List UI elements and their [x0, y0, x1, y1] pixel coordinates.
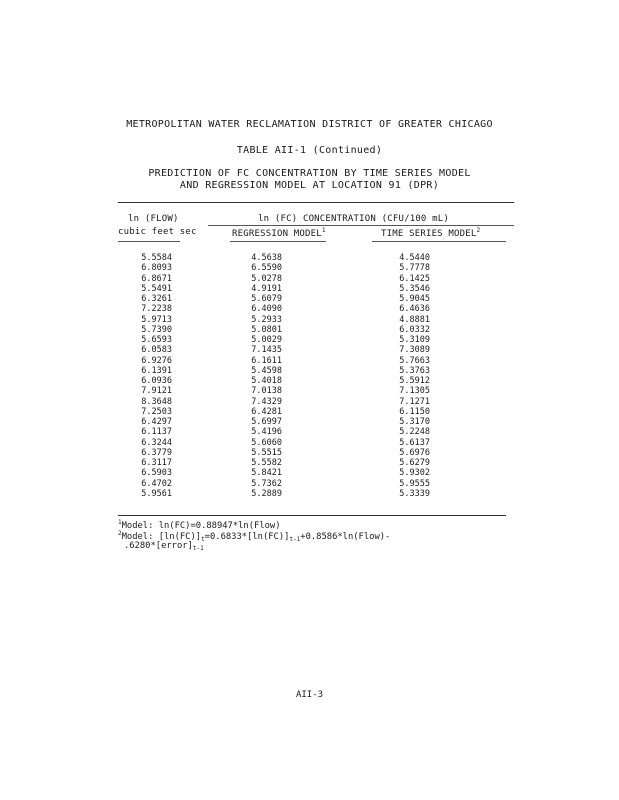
ln-flow-header: ln (FLOW)	[128, 214, 179, 224]
col1-underline	[118, 241, 180, 242]
time-series-model-cell: 5.7778	[399, 263, 430, 274]
ln-flow-cell: 7.2238	[141, 304, 172, 315]
time-series-model-cell: 5.3109	[399, 335, 430, 345]
ln-flow-cell: 6.8093	[141, 263, 172, 274]
time-series-model-cell: 7.3089	[399, 345, 430, 356]
table-title: TABLE AII-1 (Continued)	[236, 145, 383, 156]
regression-model-header: REGRESSION MODEL$^1$	[232, 227, 326, 239]
regression-model-cell: 5.5515	[251, 447, 282, 458]
ln-flow-cell: 6.3261	[141, 294, 172, 304]
regression-model-cell: 6.4281	[251, 406, 282, 417]
time-series-model-cell: 6.1425	[399, 273, 430, 284]
ln-flow-cell: 6.1137	[141, 427, 172, 438]
regression-model-cell: 5.6079	[251, 294, 282, 304]
ln-flow-cell: 6.3244	[141, 437, 172, 448]
flow-units-header: cubic feet sec	[118, 227, 197, 237]
table-caption-line-1: PREDICTION OF FC CONCENTRATION BY TIME SERIES MODEL	[148, 168, 471, 179]
col2-underline	[230, 241, 326, 242]
col3-underline	[372, 241, 506, 242]
time-series-model-cell: 4.5440	[399, 253, 430, 263]
time-series-model-cell: 5.6976	[399, 447, 430, 458]
ln-flow-cell: 5.6593	[141, 335, 172, 345]
time-series-model-cell: 5.6137	[399, 437, 430, 448]
regression-model-cell: 5.6060	[251, 437, 282, 448]
time-series-model-cell: 5.9302	[399, 468, 430, 479]
time-series-model-cell: 5.3546	[399, 283, 430, 294]
time-series-model-cell: 6.0332	[399, 324, 430, 335]
footnote-2: $^2$Model: $[\ln(FC)]_t=0.6833*[\ln(FC)]_{t-1}+0.8586*\ln(Flow)-$	[118, 530, 391, 543]
regression-model-cell: 5.0801	[251, 324, 282, 335]
time-series-model-cell: 7.1271	[399, 396, 430, 407]
regression-model-cell: 6.1611	[251, 355, 282, 366]
regression-model-cell: 5.8421	[251, 468, 282, 479]
ln-flow-cell: 6.3779	[141, 447, 172, 458]
regression-model-cell: 4.9191	[251, 283, 282, 294]
time-series-model-cell: 5.3763	[399, 365, 430, 376]
regression-model-cell: 5.5582	[251, 458, 282, 468]
ln-flow-cell: 5.7390	[141, 324, 172, 335]
footnote-1: $^1$Model: ln(FC)=0.88947*ln(Flow)	[118, 519, 281, 531]
regression-model-cell: 7.4329	[251, 396, 282, 407]
ln-flow-cell: 6.0936	[141, 376, 172, 386]
table-caption-line-2: AND REGRESSION MODEL AT LOCATION 91 (DPR)	[179, 180, 440, 191]
regression-model-cell: 5.0278	[251, 273, 282, 284]
table-bottom-rule	[118, 515, 506, 516]
time-series-model-cell: 7.1305	[399, 386, 430, 397]
time-series-model-column	[370, 253, 430, 499]
time-series-model-cell: 5.2248	[399, 427, 430, 438]
ln-flow-cell: 6.9276	[141, 355, 172, 366]
organization-title: METROPOLITAN WATER RECLAMATION DISTRICT OF GREATER CHICAGO	[126, 119, 493, 130]
time-series-model-cell: 5.3170	[399, 417, 430, 427]
time-series-model-cell: 5.7663	[399, 355, 430, 366]
time-series-model-cell: 5.9045	[399, 294, 430, 304]
ln-flow-cell: 5.9561	[141, 488, 172, 499]
regression-model-cell: 7.1435	[251, 345, 282, 356]
regression-model-cell: 5.0029	[251, 335, 282, 345]
ln-flow-cell: 7.9121	[141, 386, 172, 397]
regression-model-cell: 6.4090	[251, 304, 282, 315]
table-top-rule	[118, 202, 514, 203]
regression-model-cell: 5.2889	[251, 488, 282, 499]
ln-flow-cell: 8.3648	[141, 396, 172, 407]
ln-flow-cell: 6.0583	[141, 345, 172, 356]
regression-model-cell: 5.6997	[251, 417, 282, 427]
group-header-rule	[208, 225, 514, 226]
regression-model-cell: 5.4196	[251, 427, 282, 438]
concentration-group-header: ln (FC) CONCENTRATION (CFU/100 mL)	[258, 214, 450, 224]
ln-flow-cell: 5.5491	[141, 283, 172, 294]
time-series-model-cell: 5.3339	[399, 488, 430, 499]
ln-flow-cell: 6.1391	[141, 365, 172, 376]
ln-flow-cell: 6.4702	[141, 478, 172, 489]
regression-model-column	[222, 253, 282, 499]
ln-flow-cell: 7.2503	[141, 406, 172, 417]
time-series-model-cell: 5.5912	[399, 376, 430, 386]
regression-model-cell: 7.0138	[251, 386, 282, 397]
time-series-model-cell: 5.9555	[399, 478, 430, 489]
ln-flow-cell: 5.9713	[141, 314, 172, 325]
ln-flow-cell: 6.4297	[141, 417, 172, 427]
regression-model-cell: 6.5590	[251, 263, 282, 274]
time-series-model-cell: 6.4636	[399, 304, 430, 315]
ln-flow-column	[112, 253, 172, 499]
regression-model-cell: 5.2933	[251, 314, 282, 325]
regression-model-cell: 5.7362	[251, 478, 282, 489]
ln-flow-cell: 6.3117	[141, 458, 172, 468]
ln-flow-cell: 5.5584	[141, 253, 172, 263]
page-number: AII-3	[295, 690, 324, 700]
time-series-model-cell: 5.6279	[399, 458, 430, 468]
time-series-model-cell: 4.8881	[399, 314, 430, 325]
ln-flow-cell: 6.8671	[141, 273, 172, 284]
regression-model-cell: 5.4598	[251, 365, 282, 376]
time-series-model-cell: 6.1150	[399, 406, 430, 417]
regression-model-cell: 5.4018	[251, 376, 282, 386]
footnote-2-continued: $.6280*[error]_{t-1}$	[124, 541, 204, 552]
time-series-model-header: TIME SERIES MODEL$^2$	[381, 227, 481, 239]
regression-model-cell: 4.5638	[251, 253, 282, 263]
ln-flow-cell: 6.5903	[141, 468, 172, 479]
